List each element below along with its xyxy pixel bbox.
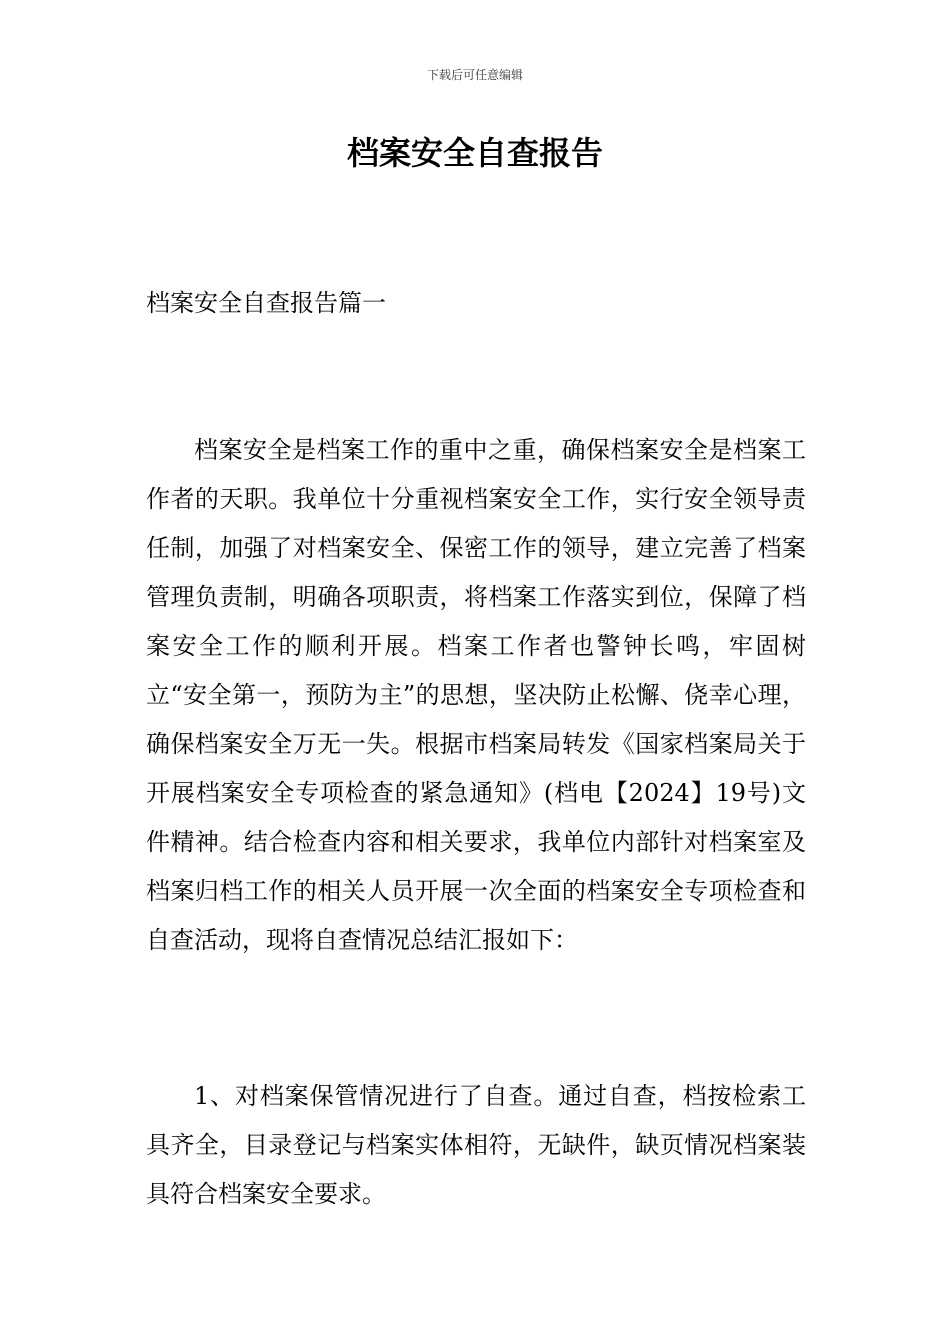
body-paragraph-2: 1、对档案保管情况进行了自查。通过自查，档按检索工具齐全，目录登记与档案实体相符，无缺件，缺页情况档案装具符合档案安全要求。 [146,1082,806,1208]
section-heading: 档案安全自查报告篇一 [146,289,386,317]
body-paragraph-1: 档案安全是档案工作的重中之重，确保档案安全是档案工作者的天职。我单位十分重视档案安全工作，实行安全领导责任制，加强了对档案安全、保密工作的领导，建立完善了档案管理负责制，明确各项职责，将档案工作落实到位，保障了档案安全工作的顺利开展。档案工作者也警钟长鸣，牢固树立“安全第一，预防为主”的思想，坚决防止松懈、侥幸心理，确保档案安全万无一失。根据市档案局转发《国家档案局关于开展档案安全专项检查的紧急通知》(档电【2024】19号)文件精神。结合检查内容和相关要求，我单位内部针对档案室及档案归档工作的相关人员开展一次全面的档案安全专项检查和自查活动，现将自查情况总结汇报如下： [146,436,806,954]
document-title: 档案安全自查报告 [346,134,603,172]
header-note: 下载后可任意编辑 [426,68,523,82]
